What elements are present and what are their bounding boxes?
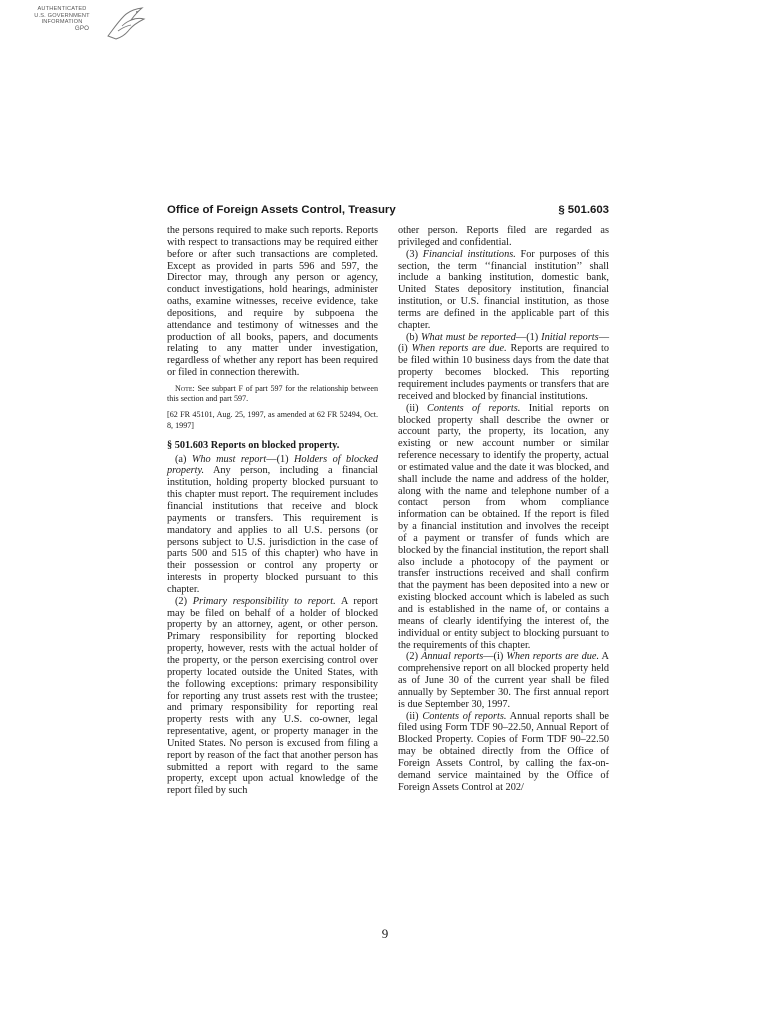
note	[167, 384, 378, 404]
para-heading: Holders of blocked property.	[167, 453, 378, 477]
para-heading: What must be reported	[420, 331, 516, 343]
note-text: See subpart F of part 597 for the relationship between this section and part 597.	[167, 383, 378, 404]
para-num: (3)	[406, 248, 423, 260]
para-text: A comprehensive report on all blocked property held as of June 30 of the current year shall be filed annually by September 30. The first annual report is due September 30, 1997.	[398, 651, 609, 710]
seal-line-2: U.S. GOVERNMENT	[34, 12, 90, 19]
note-label: Note:	[175, 383, 195, 393]
citation: [62 FR 45101, Aug. 25, 1997, as amended at 62 FR 52494, Oct. 8, 1997]	[167, 410, 378, 430]
para-text: Annual reports shall be filed using Form TDF 90–22.50, Annual Report of Blocked Property. Copies of Form TDF 90–22.50 may be obtained directly from the Office of Foreign Assets Control, by calling the fax-on-demand service maintained by the Office of Foreign Assets Control at 202/	[398, 710, 609, 793]
seal-text	[20, 6, 104, 32]
para-text: For purposes of this section, the term ‘‘financial institution’’ shall include a banking institution, domestic bank, United States depository institution, financial institution, or U.S. financial institution, as those terms are defined in the applicable part of this chapter.	[398, 248, 609, 331]
header-section-number: § 501.603	[558, 204, 609, 216]
para-num: —(i)	[398, 331, 609, 355]
right-column	[398, 225, 609, 794]
paragraph-a3	[398, 249, 609, 332]
para-heading: Who must report	[191, 453, 267, 465]
seal-line-4: GPO	[74, 24, 90, 32]
para-num: (ii)	[406, 710, 423, 722]
para-num: (ii)	[406, 402, 427, 414]
left-column	[167, 225, 378, 797]
para-num: —(i)	[483, 651, 507, 663]
paragraph-b1ii	[398, 403, 609, 652]
para-num: (a)	[175, 453, 192, 465]
paragraph-a1	[167, 454, 378, 596]
para-text: Initial reports on blocked property shall describe the owner or account party, the property, its location, any existing or new account number or similar reference necessary to identify the property, actual or estimated value and the date it was blocked, and shall include the name and address of the holder, along with the name and telephone number of a contact person from whom compliance information can be obtained. If the report is filed by a financial institution and involves the receipt of a payment or transfer of funds which are blocked by the financial institution, the report shall also include a photocopy of the payment or transfer instructions received and shall confirm that the payment has been deposited into a new or existing blocked account which is labeled as such and is established in the name of, or contains a means of clearly identifying the interest of, the individual or entity subject to blocking pursuant to the requirements of this chapter.	[398, 402, 610, 651]
eagle-icon	[104, 6, 148, 42]
paragraph: the persons required to make such reports. Reports with respect to transactions may be required either before or after such transactions are completed. Except as provided in parts 596 and 597, the Director may, through any person or agency, conduct investigations, hold hearings, administer oaths, examine witnesses, receive evidence, take depositions, and require by subpoena the attendance and testimony of witnesses and the production of all books, papers, and documents relating to any matter under investigation, regardless of whether any report has been required or filed in connection therewith.	[167, 225, 378, 379]
para-heading: Primary responsibility to report.	[192, 595, 336, 607]
paragraph-b2ii	[398, 711, 609, 794]
para-heading: Annual reports	[421, 651, 484, 663]
paragraph-a2	[167, 596, 378, 797]
header-title: Office of Foreign Assets Control, Treasury	[167, 204, 396, 216]
para-num: (b)	[406, 331, 421, 343]
para-text: Reports are required to be filed within 10 business days from the date that property becomes blocked. This reporting requirement includes payments or transfers that are received and blocked by financial institutions.	[398, 343, 610, 402]
para-num: (2)	[175, 595, 193, 607]
running-header	[167, 204, 609, 220]
para-heading: When reports are due.	[411, 343, 507, 355]
paragraph: other person. Reports filed are regarded as privileged and confidential.	[398, 225, 609, 248]
para-text: A report may be filed on behalf of a holder of blocked property by an attorney, agent, or other person. Primary responsibility for reporting blocked property, however, rests with the actual holder of the property, or the person exercising control over property located outside the United States, with the following exceptions: primary responsibility for reporting any trust assets rest with the trustee; and primary responsibility for reporting real property rests with any U.S. co-owner, legal representative, agent, or property manager in the United States. No person is excused from filing a report by reason of the fact that another person has submitted a report with regard to the same property, except upon actual knowledge of the report filed by such	[167, 595, 378, 797]
para-num: —(1)	[515, 331, 542, 343]
paragraph-b1i	[398, 332, 609, 403]
para-num: —(1)	[266, 453, 294, 465]
gpo-authentication-seal	[20, 6, 150, 46]
para-heading: When reports are due.	[506, 651, 600, 663]
paragraph-b2i	[398, 651, 609, 710]
para-heading: Contents of reports.	[422, 710, 507, 722]
seal-line-3: INFORMATION	[41, 19, 83, 26]
para-text: Any person, including a financial institution, holding property blocked pursuant to this chapter must report. The requirement includes financial institutions that receive and block payments or transfers. This requirement is mandatory and applies to all U.S. persons (or persons subject to U.S. jurisdiction in the case of parts 500 and 515 of this chapter) who have in their possession or control any property or interests in property blocked pursuant to this chapter.	[167, 465, 378, 595]
page-number: 9	[381, 926, 389, 941]
seal-line-1: AUTHENTICATED	[37, 6, 87, 12]
para-heading: Contents of reports.	[426, 402, 521, 414]
para-heading: Financial institutions.	[422, 248, 516, 260]
para-heading: Initial reports	[541, 331, 599, 343]
section-heading: § 501.603 Reports on blocked property.	[167, 439, 340, 451]
para-num: (2)	[406, 651, 422, 663]
